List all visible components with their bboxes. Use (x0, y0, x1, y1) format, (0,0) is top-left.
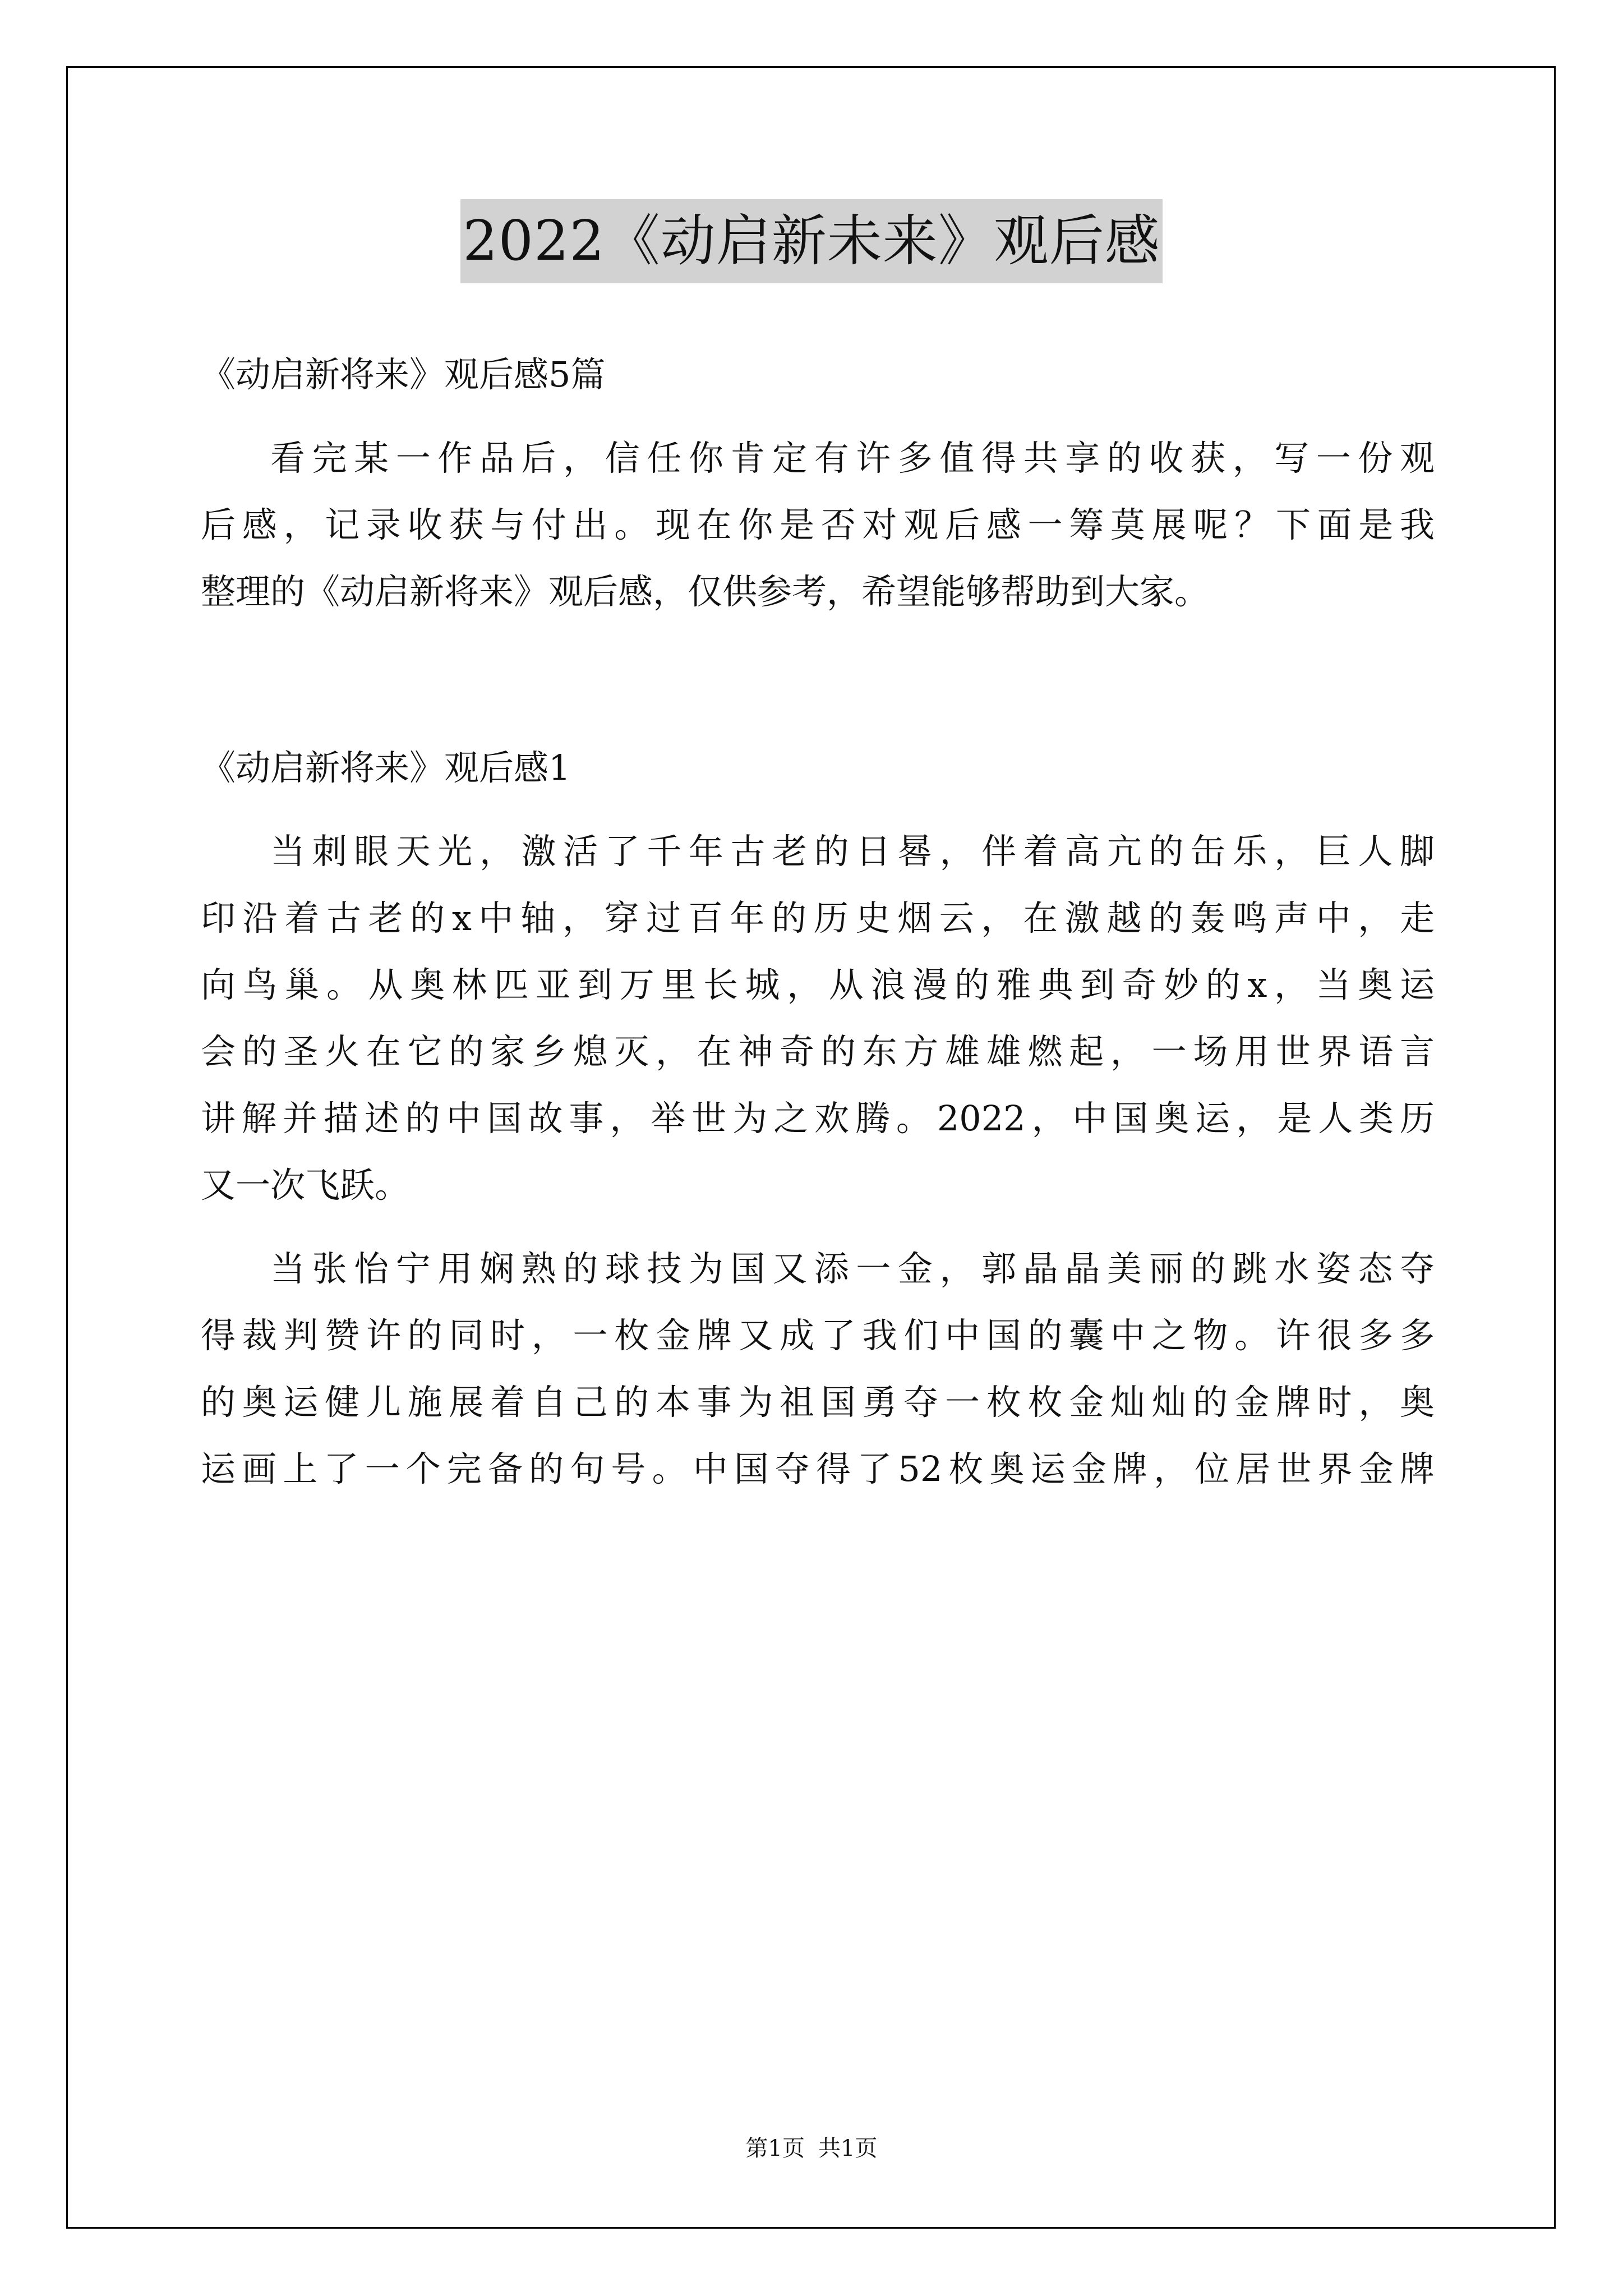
paragraph-line: 讲解并描述的中国故事，举世为之欢腾。2022，中国奥运，是人类历 (201, 1098, 1435, 1139)
title-container (0, 199, 1623, 283)
paragraph-line: 当张怡宁用娴熟的球技为国又添一金，郭晶晶美丽的跳水姿态夺 (270, 1248, 1435, 1289)
intro-line: 整理的《动启新将来》观后感，仅供参考，希望能够帮助到大家。 (201, 571, 1210, 612)
intro-line: 后感，记录收获与付出。现在你是否对观后感一筹莫展呢？下面是我 (201, 504, 1435, 545)
page-number: 第1页 (745, 2136, 805, 2161)
document-subtitle: 《动启新将来》观后感5篇 (201, 354, 606, 395)
page-total: 共1页 (818, 2136, 878, 2161)
paragraph-line: 当刺眼天光，激活了千年古老的日晷，伴着高亢的缶乐，巨人脚 (270, 831, 1435, 872)
intro-line: 看完某一作品后，信任你肯定有许多值得共享的收获，写一份观 (270, 438, 1435, 478)
page-footer (0, 2132, 1623, 2165)
paragraph-line: 运画上了一个完备的句号。中国夺得了52枚奥运金牌，位居世界金牌 (201, 1448, 1435, 1489)
paragraph-line: 得裁判赞许的同时，一枚金牌又成了我们中国的囊中之物。许很多多 (201, 1315, 1435, 1356)
paragraph-line: 向鸟巢。从奥林匹亚到万里长城，从浪漫的雅典到奇妙的x，当奥运 (201, 964, 1435, 1005)
document-body (201, 341, 1435, 1502)
section-heading: 《动启新将来》观后感1 (201, 747, 571, 788)
document-title: 2022《动启新未来》观后感 (460, 199, 1162, 283)
paragraph-line: 的奥运健儿施展着自己的本事为祖国勇夺一枚枚金灿灿的金牌时，奥 (201, 1382, 1435, 1423)
paragraph-line: 印沿着古老的x中轴，穿过百年的历史烟云，在激越的轰鸣声中，走 (201, 898, 1435, 938)
paragraph-line: 会的圣火在它的家乡熄灭，在神奇的东方雄雄燃起，一场用世界语言 (201, 1031, 1435, 1072)
paragraph-line: 又一次飞跃。 (201, 1165, 410, 1205)
